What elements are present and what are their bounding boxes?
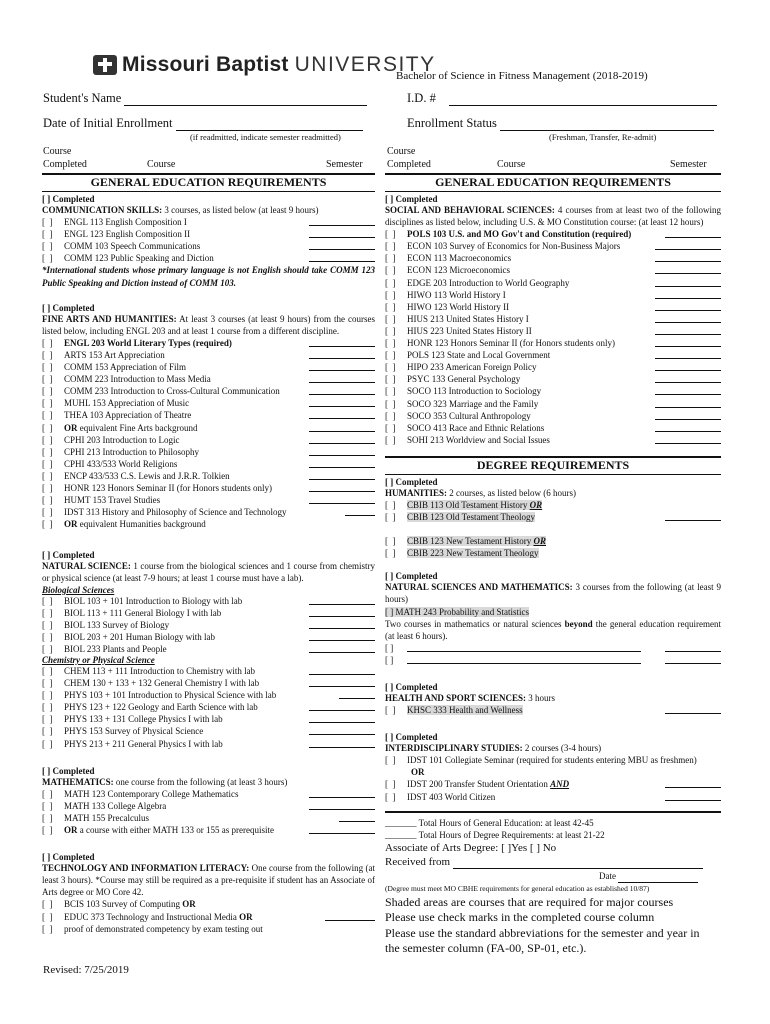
- list-item[interactable]: [ ] ENGL 203 World Literary Types (required): [42, 337, 375, 349]
- math-heading: MATHEMATICS:: [42, 776, 114, 787]
- math-desc: one course from the following (at least 3 hours): [113, 776, 288, 787]
- col-header-completed-right: Completed: [387, 159, 431, 170]
- list-item[interactable]: [ ] CPHI 213 Introduction to Philosophy: [42, 446, 375, 458]
- list-item[interactable]: [ ] COMM 123 Public Speaking and Diction: [42, 252, 375, 264]
- list-item[interactable]: [ ] CBIB 123 Old Testament Theology: [385, 511, 721, 523]
- associate-degree-field[interactable]: Associate of Arts Degree: [ ]Yes [ ] No: [385, 841, 557, 854]
- right-column: [385, 173, 721, 957]
- col-header-semester-right: Semester: [670, 159, 707, 170]
- list-item[interactable]: [ ] IDST 200 Transfer Student Orientation AND: [385, 778, 721, 790]
- list-item[interactable]: [ ] MUHL 153 Appreciation of Music: [42, 397, 375, 409]
- list-item[interactable]: [ ] MATH 243 Probability and Statistics: [385, 606, 529, 617]
- col-header-coursename-right: Course: [497, 159, 526, 170]
- list-item[interactable]: [ ] CBIB 223 New Testament Theology: [385, 548, 539, 559]
- natural-science-section: [42, 550, 375, 749]
- gen-ed-title-left: GENERAL EDUCATION REQUIREMENTS: [42, 173, 375, 192]
- interdisciplinary-section: [385, 732, 721, 802]
- list-item[interactable]: [ ] proof of demonstrated competency by exam testing out: [42, 923, 263, 934]
- id-field[interactable]: I.D. #: [407, 91, 717, 106]
- list-item[interactable]: [ ] EDUC 373 Technology and Instructional Media OR: [42, 911, 375, 923]
- list-item[interactable]: [ ] ECON 103 Survey of Economics for Non-Business Majors: [385, 240, 721, 252]
- list-item[interactable]: [ ] OR equivalent Humanities background: [42, 519, 206, 530]
- soc-completed-checkbox[interactable]: [ ] Completed: [385, 194, 438, 204]
- humanities-section: [385, 477, 721, 559]
- list-item[interactable]: [ ] IDST 313 History and Philosophy of Science and Technology: [42, 506, 375, 518]
- hss-heading: HEALTH AND SPORT SCIENCES:: [385, 693, 526, 703]
- sci-desc: 1 course from the biological sciences and 1 course from chemistry or physical science (at least 7-9 hours; at least 1 course must have a lab).: [42, 561, 375, 584]
- instruction-2: Please use check marks in the completed course column: [385, 910, 655, 925]
- hum-heading: HUMANITIES:: [385, 487, 448, 498]
- university-logo: [92, 52, 436, 78]
- total-gen-ed[interactable]: _______ Total Hours of General Education: at least 42-45: [385, 817, 594, 828]
- col-header-coursename-left: Course: [147, 159, 176, 170]
- mathematics-section: [42, 766, 375, 836]
- tech-desc: One course from the following (at least 3 hours). *Course may still be required as a pre-requisite if student has an Associate of Arts degree or MO Core 42.: [42, 863, 375, 898]
- hss-desc: 3 hours: [525, 693, 555, 703]
- list-item[interactable]: [ ] EDGE 203 Introduction to World Geography: [385, 277, 721, 289]
- col-header-course-left: Course: [43, 146, 72, 157]
- col-header-completed-left: Completed: [43, 159, 87, 170]
- gen-ed-title-right: GENERAL EDUCATION REQUIREMENTS: [385, 173, 721, 192]
- date-field[interactable]: Date: [385, 869, 721, 883]
- list-item[interactable]: [ ] POLS 103 U.S. and MO Gov't and Constitution (required): [385, 228, 721, 240]
- list-item[interactable]: [ ] KHSC 333 Health and Wellness: [385, 704, 721, 716]
- list-item[interactable]: [ ] CBIB 113 Old Testament History OR: [385, 499, 543, 510]
- instruction-4: the semester column (FA-00, SP-01, etc.).: [385, 941, 587, 956]
- received-from-field[interactable]: Received from: [385, 855, 721, 869]
- logo-text-light: UNIVERSITY: [294, 53, 436, 76]
- list-item[interactable]: [ ] PHYS 213 + 211 General Physics I with lab: [42, 738, 375, 750]
- soc-desc: 4 courses from at least two of the following disciplines as listed below, including U.S. & MO Constitution course: (at least 12 hours): [385, 205, 721, 228]
- arts-completed-checkbox[interactable]: [ ] Completed: [42, 302, 95, 313]
- list-item[interactable]: [ ] COMM 103 Speech Communications: [42, 240, 375, 252]
- tech-completed-checkbox[interactable]: [ ] Completed: [42, 852, 95, 863]
- status-note: (Freshman, Transfer, Re-admit): [549, 132, 657, 142]
- list-item[interactable]: [ ] BIOL 203 + 201 Human Biology with lab: [42, 631, 375, 643]
- math-completed-checkbox[interactable]: [ ] Completed: [42, 765, 95, 776]
- sci-completed-checkbox[interactable]: [ ] Completed: [42, 550, 95, 561]
- international-note: *International students whose primary language is not English should take COMM 123 Public Speaking and Diction instead of COMM 103.: [42, 265, 375, 288]
- list-item[interactable]: [ ] PHYS 153 Survey of Physical Science: [42, 725, 375, 737]
- list-item[interactable]: [ ] HONR 123 Honors Seminar II (for Honors students only): [42, 482, 375, 494]
- list-item[interactable]: [ ] HIWO 123 World History II: [385, 301, 721, 313]
- list-item[interactable]: [ ] SOCO 353 Cultural Anthropology: [385, 410, 721, 422]
- enrollment-status-field[interactable]: Enrollment Status: [407, 116, 714, 131]
- list-item[interactable]: [ ] BIOL 233 Plants and People: [42, 643, 375, 655]
- technology-section: [42, 852, 375, 935]
- list-item[interactable]: [ ] SOCO 413 Race and Ethnic Relations: [385, 422, 721, 434]
- soc-heading: SOCIAL AND BEHAVIORAL SCIENCES:: [385, 205, 555, 215]
- blank-course-row[interactable]: [ ]: [385, 642, 721, 654]
- arts-heading: FINE ARTS AND HUMANITIES:: [42, 313, 177, 324]
- list-item[interactable]: [ ] OR equivalent Fine Arts background: [42, 422, 375, 434]
- initial-enrollment-field[interactable]: Date of Initial Enrollment: [43, 116, 363, 131]
- health-sport-section: [385, 682, 721, 716]
- list-item[interactable]: [ ] IDST 403 World Citizen: [385, 791, 721, 803]
- list-item[interactable]: [ ] CBIB 123 New Testament History OR: [385, 536, 546, 547]
- sci-heading: NATURAL SCIENCE:: [42, 561, 131, 572]
- list-item[interactable]: [ ] THEA 103 Appreciation of Theatre: [42, 409, 375, 421]
- comm-heading: COMMUNICATION SKILLS:: [42, 205, 163, 215]
- list-item[interactable]: [ ] BIOL 103 + 101 Introduction to Biology with lab: [42, 595, 375, 607]
- list-item[interactable]: [ ] SOCO 323 Marriage and the Family: [385, 398, 721, 410]
- ids-heading: INTERDISCIPLINARY STUDIES:: [385, 743, 523, 754]
- list-item[interactable]: [ ] BIOL 113 + 111 General Biology I with lab: [42, 607, 375, 619]
- cross-book-icon: [92, 52, 118, 78]
- readmit-note: (if readmitted, indicate semester readmitted): [190, 132, 341, 142]
- list-item[interactable]: [ ] ENCP 433/533 C.S. Lewis and J.R.R. Tolkien: [42, 470, 375, 482]
- social-sciences-section: [385, 194, 721, 446]
- list-item[interactable]: [ ] HUMT 153 Travel Studies: [42, 494, 375, 506]
- nsm-completed-checkbox[interactable]: [ ] Completed: [385, 571, 438, 582]
- list-item[interactable]: [ ] PHYS 103 + 101 Introduction to Physical Science with lab: [42, 689, 375, 701]
- list-item[interactable]: [ ] HONR 123 Honors Seminar II (for Honors students only): [385, 337, 721, 349]
- left-column: [42, 173, 375, 935]
- list-item[interactable]: [ ] BIOL 133 Survey of Biology: [42, 619, 375, 631]
- list-item[interactable]: [ ] CPHI 203 Introduction to Logic: [42, 434, 375, 446]
- blank-course-row[interactable]: [ ]: [385, 654, 721, 666]
- list-item[interactable]: [ ] PSYC 133 General Psychology: [385, 373, 721, 385]
- list-item[interactable]: [ ] PHYS 123 + 122 Geology and Earth Science with lab: [42, 701, 375, 713]
- list-item[interactable]: [ ] IDST 101 Collegiate Seminar (required for students entering MBU as freshmen): [385, 755, 697, 766]
- degree-requirements-title: DEGREE REQUIREMENTS: [385, 456, 721, 475]
- list-item[interactable]: [ ] SOCO 113 Introduction to Sociology: [385, 385, 721, 397]
- revised-date: Revised: 7/25/2019: [43, 964, 129, 976]
- list-item[interactable]: [ ] OR a course with either MATH 133 or 155 as prerequisite: [42, 824, 375, 836]
- list-item[interactable]: [ ] PHYS 133 + 131 College Physics I with lab: [42, 713, 375, 725]
- hss-completed-checkbox[interactable]: [ ] Completed: [385, 682, 438, 692]
- comm-desc: 3 courses, as listed below (at least 9 hours): [162, 205, 319, 215]
- list-item[interactable]: [ ] ARTS 153 Art Appreciation: [42, 349, 375, 361]
- list-item[interactable]: [ ] HIWO 113 World History I: [385, 289, 721, 301]
- list-item[interactable]: [ ] HIUS 223 United States History II: [385, 325, 721, 337]
- arts-desc: At least 3 courses (at least 9 hours) from the courses listed below, including ENGL 203 and at least 1 course from a different discipline.: [42, 313, 375, 336]
- fine-arts-section: [42, 303, 375, 531]
- list-item[interactable]: [ ] ECON 113 Macroeconomics: [385, 252, 721, 264]
- or-label: OR: [411, 767, 425, 778]
- comm-completed-checkbox[interactable]: [ ] Completed: [42, 194, 95, 204]
- nat-sci-math-section: [ ] Completed NATURAL SCIENCES AND MATHEMATICS: 3 courses from the following (at least 9 hours) [ ] MATH 243 Probability and Statistics Two courses in mathematics or natural sciences beyond the general education requirement (at least 6 hours). [ ] [ ]: [385, 571, 721, 665]
- list-item[interactable]: [ ] CHEM 130 + 133 + 132 General Chemistry I with lab: [42, 677, 375, 689]
- nsm-heading: NATURAL SCIENCES AND MATHEMATICS:: [385, 582, 573, 593]
- list-item[interactable]: [ ] MATH 123 Contemporary College Mathematics: [42, 788, 375, 800]
- logo-text-bold: Missouri Baptist: [122, 53, 289, 76]
- hum-desc: 2 courses, as listed below (6 hours): [447, 487, 576, 498]
- hum-completed-checkbox[interactable]: [ ] Completed: [385, 476, 438, 487]
- list-item[interactable]: [ ] ECON 123 Microeconomics: [385, 264, 721, 276]
- total-degree[interactable]: _______ Total Hours of Degree Requirements: at least 21-22: [385, 829, 605, 840]
- ids-completed-checkbox[interactable]: [ ] Completed: [385, 732, 438, 743]
- cbhe-note: (Degree must meet MO CBHE requirements for general education as established 10/87): [385, 883, 650, 893]
- nsm-desc: 3 courses from the following (at least 9 hours): [385, 582, 721, 605]
- list-item[interactable]: [ ] BCIS 103 Survey of Computing OR: [42, 899, 196, 910]
- list-item[interactable]: [ ] MATH 155 Precalculus: [42, 812, 375, 824]
- list-item[interactable]: [ ] HIUS 213 United States History I: [385, 313, 721, 325]
- ids-desc: 2 courses (3-4 hours): [522, 743, 602, 754]
- chem-subheading: Chemistry or Physical Science: [42, 655, 155, 665]
- communication-section: [42, 194, 375, 289]
- instruction-3: Please use the standard abbreviations for the semester and year in: [385, 925, 700, 940]
- list-item[interactable]: [ ] CPHI 433/533 World Religions: [42, 458, 375, 470]
- list-item[interactable]: [ ] COMM 153 Appreciation of Film: [42, 361, 375, 373]
- list-item[interactable]: [ ] CHEM 113 + 111 Introduction to Chemistry with lab: [42, 665, 375, 677]
- list-item[interactable]: [ ] ENGL 113 English Composition I: [42, 216, 375, 228]
- program-title: Bachelor of Science in Fitness Management (2018-2019): [396, 70, 648, 82]
- col-header-semester-left: Semester: [326, 159, 363, 170]
- list-item[interactable]: [ ] POLS 123 State and Local Government: [385, 349, 721, 361]
- list-item[interactable]: [ ] ENGL 123 English Composition II: [42, 228, 375, 240]
- col-header-course-right: Course: [387, 146, 416, 157]
- bio-subheading: Biological Sciences: [42, 584, 115, 595]
- list-item[interactable]: [ ] MATH 133 College Algebra: [42, 800, 375, 812]
- list-item[interactable]: [ ] HIPO 233 American Foreign Policy: [385, 361, 721, 373]
- student-name-field[interactable]: Student's Name: [43, 91, 367, 106]
- list-item[interactable]: [ ] COMM 223 Introduction to Mass Media: [42, 373, 375, 385]
- totals-section: [385, 817, 721, 957]
- instruction-1: Shaded areas are courses that are required for major courses: [385, 894, 674, 909]
- tech-heading: TECHNOLOGY AND INFORMATION LITERACY:: [42, 863, 250, 874]
- list-item[interactable]: [ ] COMM 233 Introduction to Cross-Cultural Communication: [42, 385, 375, 397]
- list-item[interactable]: [ ] SOHI 213 Worldview and Social Issues: [385, 434, 721, 446]
